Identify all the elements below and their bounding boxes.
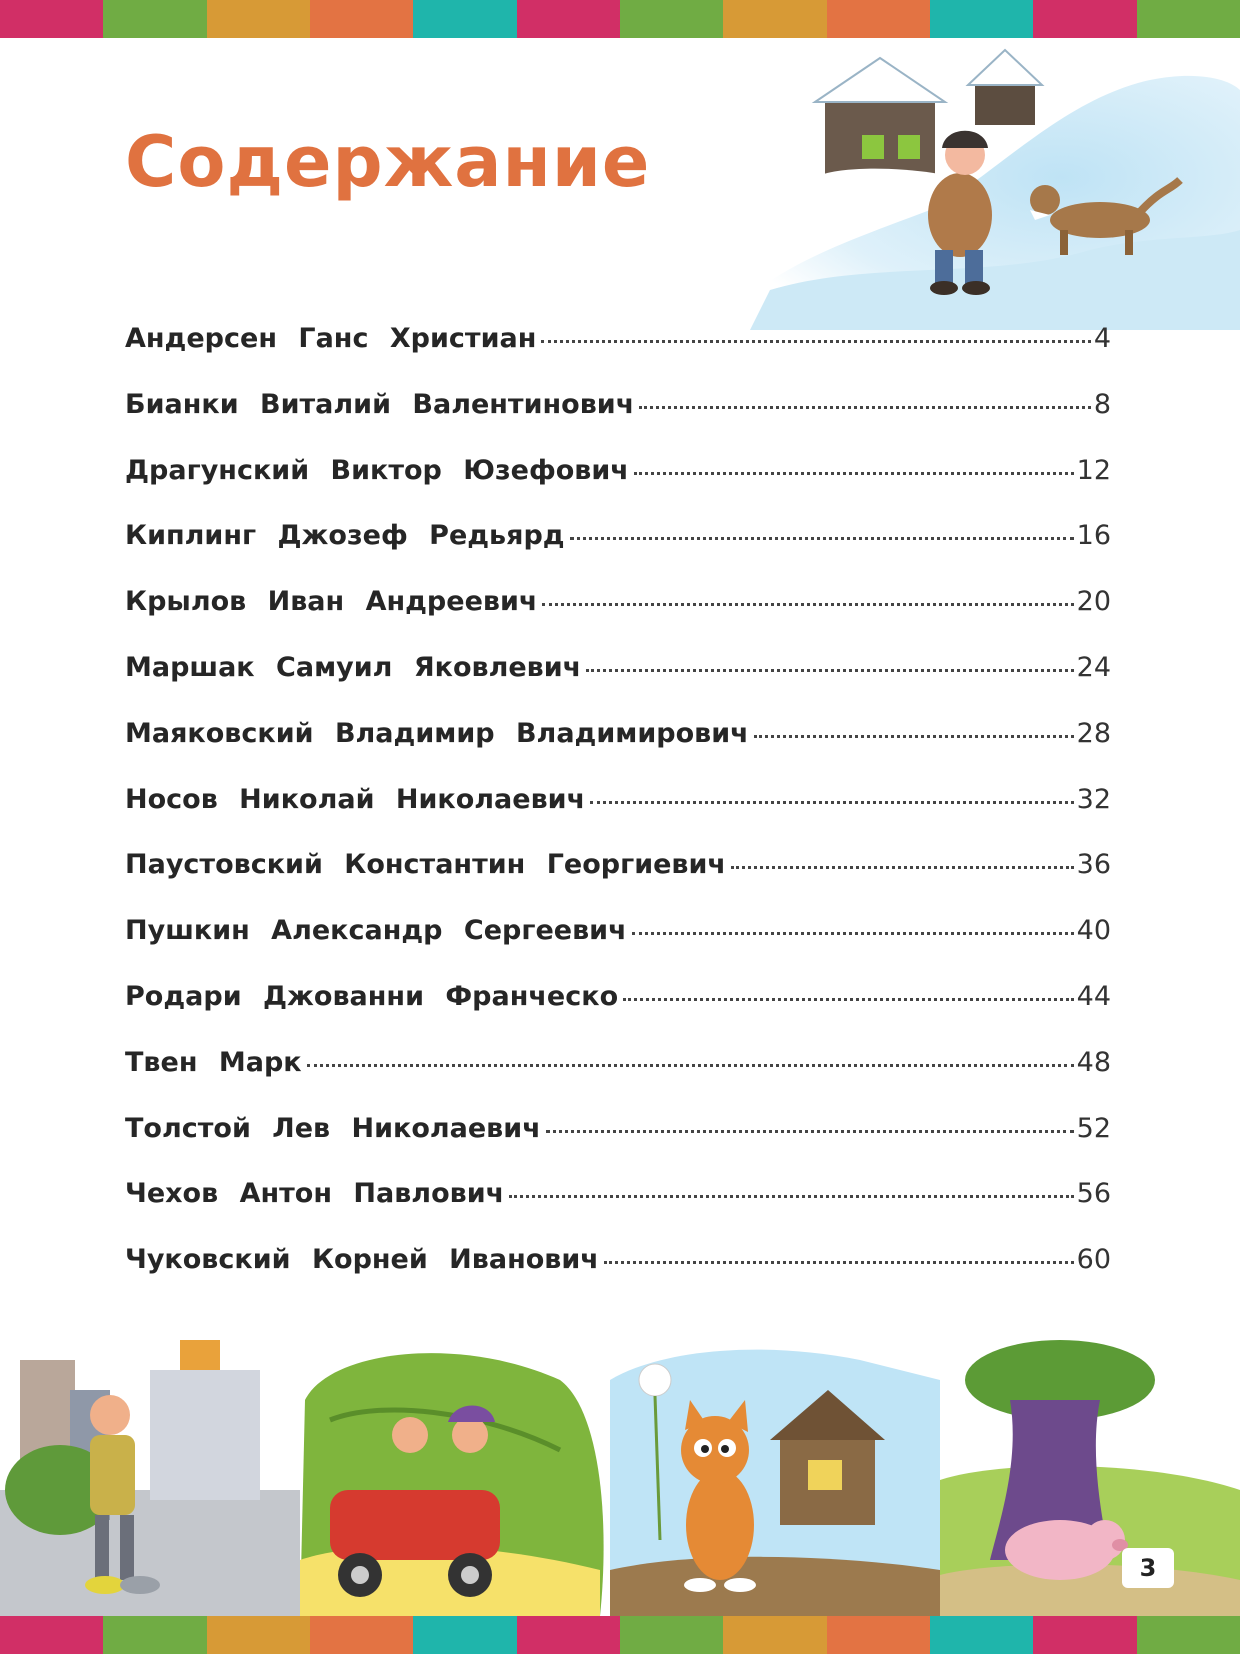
toc-entry[interactable] xyxy=(125,652,1111,718)
toc-entry-author: Маршак Самуил Яковлевич xyxy=(125,651,582,683)
stripe-segment xyxy=(620,1616,723,1654)
toc-entry[interactable] xyxy=(125,784,1111,850)
dot-leader xyxy=(570,537,1074,540)
page-title: Содержание xyxy=(125,121,651,203)
toc-entry-author: Маяковский Владимир Владимирович xyxy=(125,717,749,749)
dot-leader xyxy=(632,932,1074,935)
toc-entry[interactable] xyxy=(125,981,1111,1047)
toc-entry-author: Чуковский Корней Иванович xyxy=(125,1244,599,1276)
toc-entry-author: Толстой Лев Николаевич xyxy=(125,1112,541,1144)
toc-entry-page: 52 xyxy=(1076,1112,1111,1144)
toc-entry-author: Пушкин Александр Сергеевич xyxy=(125,915,627,947)
toc-entry[interactable] xyxy=(125,849,1111,915)
stripe-segment xyxy=(207,0,310,38)
bottom-illustrations xyxy=(0,1340,1240,1616)
stripe-segment xyxy=(0,1616,103,1654)
dot-leader xyxy=(731,866,1074,869)
winter-village-illustration xyxy=(730,40,1240,330)
cat-village-scene-illustration xyxy=(610,1350,940,1616)
dot-leader xyxy=(509,1195,1073,1198)
toc-entry-page: 28 xyxy=(1076,717,1111,749)
stripe-segment xyxy=(930,0,1033,38)
toc-entry[interactable] xyxy=(125,455,1111,521)
dot-leader xyxy=(634,472,1074,475)
stripe-segment xyxy=(517,1616,620,1654)
toc-entry[interactable] xyxy=(125,323,1111,389)
toc-entry-page: 48 xyxy=(1076,1046,1111,1078)
toc-entry[interactable] xyxy=(125,520,1111,586)
toc-entry-author: Родари Джованни Франческо xyxy=(125,980,619,1012)
toc-entry[interactable] xyxy=(125,586,1111,652)
stripe-segment xyxy=(413,0,516,38)
toc-entry[interactable] xyxy=(125,1244,1111,1310)
toc-entry-page: 56 xyxy=(1076,1178,1111,1210)
toc-entry[interactable] xyxy=(125,718,1111,784)
stripe-segment xyxy=(310,1616,413,1654)
stripe-segment xyxy=(1033,0,1136,38)
stripe-segment xyxy=(620,0,723,38)
stripe-segment xyxy=(827,0,930,38)
stripe-segment xyxy=(930,1616,1033,1654)
toc-entry-page: 12 xyxy=(1076,454,1111,486)
toc-entry-author: Паустовский Константин Георгиевич xyxy=(125,849,726,881)
table-of-contents xyxy=(125,323,1111,1310)
stripe-segment xyxy=(103,1616,206,1654)
stripe-segment xyxy=(103,0,206,38)
stripe-segment xyxy=(723,0,826,38)
toc-entry[interactable] xyxy=(125,1178,1111,1244)
toc-entry-author: Крылов Иван Андреевич xyxy=(125,586,538,618)
toc-entry-page: 4 xyxy=(1093,323,1111,354)
stripe-segment xyxy=(413,1616,516,1654)
toc-entry-page: 40 xyxy=(1076,915,1111,947)
toc-entry-author: Носов Николай Николаевич xyxy=(125,783,586,815)
toc-entry[interactable] xyxy=(125,389,1111,455)
second-house xyxy=(968,50,1042,125)
dot-leader xyxy=(639,406,1091,409)
toc-entry-author: Андерсен Ганс Христиан xyxy=(125,323,537,354)
toc-entry[interactable] xyxy=(125,1047,1111,1113)
toc-entry-page: 36 xyxy=(1076,849,1111,881)
toc-entry-page: 24 xyxy=(1076,651,1111,683)
dot-leader xyxy=(590,801,1074,804)
stripe-segment xyxy=(723,1616,826,1654)
dot-leader xyxy=(546,1130,1074,1133)
log-cabin xyxy=(815,58,945,185)
oak-tree-scene-illustration xyxy=(940,1340,1240,1616)
dot-leader xyxy=(754,735,1074,738)
toc-entry-author: Твен Марк xyxy=(125,1046,302,1078)
dot-leader xyxy=(623,998,1074,1001)
toc-entry[interactable] xyxy=(125,915,1111,981)
toc-entry-page: 20 xyxy=(1076,586,1111,618)
toc-entry-author: Чехов Антон Павлович xyxy=(125,1178,505,1210)
stripe-segment xyxy=(1137,0,1240,38)
bottom-color-stripe xyxy=(0,1616,1240,1654)
toc-entry-page: 16 xyxy=(1076,520,1111,552)
stripe-segment xyxy=(310,0,413,38)
dot-leader xyxy=(586,669,1073,672)
stripe-segment xyxy=(1137,1616,1240,1654)
toc-entry-page: 60 xyxy=(1076,1244,1111,1276)
stripe-segment xyxy=(0,0,103,38)
toc-entry-author: Драгунский Виктор Юзефович xyxy=(125,454,629,486)
page-number: 3 xyxy=(1122,1548,1174,1588)
big-leaf-scene-illustration xyxy=(300,1353,604,1616)
dot-leader xyxy=(542,603,1073,606)
toc-entry-page: 44 xyxy=(1076,980,1111,1012)
dot-leader xyxy=(541,340,1090,343)
toc-entry-author: Киплинг Джозеф Редьярд xyxy=(125,520,565,552)
city-scene-illustration xyxy=(0,1340,300,1616)
toc-entry-page: 32 xyxy=(1076,783,1111,815)
toc-entry-author: Бианки Виталий Валентинович xyxy=(125,388,635,420)
stripe-segment xyxy=(517,0,620,38)
dot-leader xyxy=(604,1261,1074,1264)
top-color-stripe xyxy=(0,0,1240,38)
dot-leader xyxy=(307,1064,1074,1067)
stripe-segment xyxy=(207,1616,310,1654)
stripe-segment xyxy=(1033,1616,1136,1654)
toc-entry[interactable] xyxy=(125,1113,1111,1179)
stripe-segment xyxy=(827,1616,930,1654)
toc-entry-page: 8 xyxy=(1093,388,1111,420)
